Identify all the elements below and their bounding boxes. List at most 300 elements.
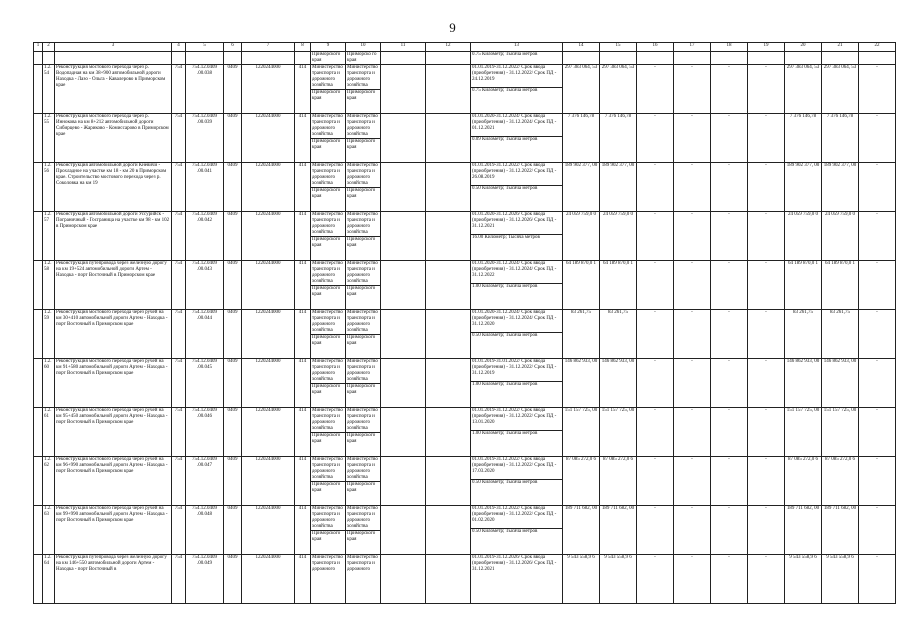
table-row xyxy=(34,310,896,359)
capacity-text: 16.00 Километр; Тысяча метров xyxy=(471,234,562,241)
ministry-line: Приморского края xyxy=(312,531,341,542)
empty-cell xyxy=(34,310,43,359)
agency-line: Приморского края xyxy=(347,531,376,542)
budget-code: 754.12.0409 .00.049 xyxy=(186,555,224,604)
dash-cell: - xyxy=(674,163,711,212)
csr-code: 1220244000 xyxy=(242,261,295,310)
ministry-line: Министерство транспорта и дорожного хозяйства xyxy=(311,114,345,139)
table-row xyxy=(34,408,896,457)
dash-cell: - xyxy=(711,555,748,604)
ministry-cell xyxy=(311,359,346,408)
dash-cell: - xyxy=(748,163,785,212)
csr-code: 1220244000 xyxy=(242,457,295,506)
term-cell xyxy=(471,310,563,359)
term-cell xyxy=(471,408,563,457)
capacity-text: 0.50 Километр; Тысяча метров xyxy=(471,528,562,535)
term-cell xyxy=(471,163,563,212)
agency-line: Министерство транспорта и дорожного хозяйства xyxy=(346,457,380,482)
amount-regional: 87 085 272,0 6 xyxy=(600,457,637,506)
ministry-cell xyxy=(311,555,346,604)
empty-cell xyxy=(426,65,471,114)
dash-cell: - xyxy=(748,261,785,310)
agency-line: Приморского края xyxy=(347,482,376,493)
dash-cell: - xyxy=(711,212,748,261)
term-cell xyxy=(471,261,563,310)
agency-line: Министерство транспорта и дорожного хозяйства xyxy=(346,506,380,531)
row-number: 1.2.55 xyxy=(43,114,55,163)
amount-regional: 146 862 933, 00 xyxy=(600,359,637,408)
agency-line: Министерство транспорта и дорожного хозяйства xyxy=(346,114,380,139)
empty-cell xyxy=(381,163,426,212)
csr-code: 1220244000 xyxy=(242,408,295,457)
ministry-line: Приморского края xyxy=(312,139,341,150)
term-cell xyxy=(471,506,563,555)
dash-cell: - xyxy=(711,408,748,457)
agency-cell xyxy=(346,212,381,261)
empty-cell xyxy=(34,506,43,555)
amount-total: 146 862 933, 00 xyxy=(563,359,600,408)
table-row xyxy=(34,359,896,408)
agency-cell xyxy=(346,261,381,310)
agency-cell xyxy=(346,555,381,604)
dash-cell: - xyxy=(637,114,674,163)
budget-code: 754.12.0409 .00.043 xyxy=(186,261,224,310)
term-text: 01.01.2020-31.12.2024/ Срок ввода (приобретения) - 31.12.2024/ Срок ПД - 31.12.2022 xyxy=(472,261,557,278)
column-number: 10 xyxy=(346,43,381,52)
ministry-cell xyxy=(311,65,346,114)
section-code: 0409 xyxy=(224,261,242,310)
ministry-cell xyxy=(311,163,346,212)
table-row xyxy=(34,163,896,212)
vr-code: 414 xyxy=(295,506,311,555)
amount-year-regional: 189 902 377, 00 xyxy=(822,163,859,212)
dash-cell: - xyxy=(637,506,674,555)
amount-year-regional: 297 383 064, 53 xyxy=(822,65,859,114)
csr-code: 1220244000 xyxy=(242,65,295,114)
term-text: 01.01.2019-31.12.2022/ Срок ввода (приобретения) - 31.12.2022/ Срок ПД - 13.01.2020 xyxy=(472,408,557,425)
amount-year-total: 297 383 064, 53 xyxy=(785,65,822,114)
section-code: 0409 xyxy=(224,212,242,261)
column-number-row xyxy=(34,43,896,52)
section-code: 0409 xyxy=(224,506,242,555)
column-number: 17 xyxy=(674,43,711,52)
amount-total: 9 543 558,9 6 xyxy=(563,555,600,604)
dash-cell: - xyxy=(748,359,785,408)
dash-cell: - xyxy=(674,408,711,457)
term-cell xyxy=(471,555,563,604)
dash-cell: - xyxy=(711,457,748,506)
dash-cell: - xyxy=(674,114,711,163)
term-text: 01.01.2019-31.12.2022/ Срок ввода (приобретения) - 31.12.2022/ Срок ПД - 17.03.2020 xyxy=(472,457,557,474)
table-row xyxy=(34,114,896,163)
section-code: 0409 xyxy=(224,457,242,506)
table-row-continuation xyxy=(34,52,896,65)
ministry-line: Министерство транспорта и дорожного хозяйства xyxy=(311,457,345,482)
amount-regional: 189 711 682, 00 xyxy=(600,506,637,555)
agency-line: Министерство транспорта и дорожного хозяйства xyxy=(346,212,380,237)
grbs-code: 754 xyxy=(172,555,186,604)
amount-year-regional: 151 157 725, 00 xyxy=(822,408,859,457)
dash-cell: - xyxy=(859,65,896,114)
vr-code: 414 xyxy=(295,359,311,408)
row-number: 1.2.60 xyxy=(43,359,55,408)
empty-cell xyxy=(34,261,43,310)
amount-year-regional: 83 261,75 xyxy=(822,310,859,359)
capacity-text: 1.00 Километр; Тысяча метров xyxy=(471,283,562,290)
grbs-code: 754 xyxy=(172,212,186,261)
ministry-line: Приморского края xyxy=(312,433,341,444)
agency-cell xyxy=(346,408,381,457)
term-text: 01.01.2019-31.01.2022/ Срок ввода (приобретения) - 31.12.2022/ Срок ПД - 31.12.2019 xyxy=(472,359,557,376)
section-code: 0409 xyxy=(224,408,242,457)
column-number: 4 xyxy=(172,43,186,52)
vr-code: 414 xyxy=(295,261,311,310)
column-number: 12 xyxy=(426,43,471,52)
agency-cell: Приморско го края xyxy=(346,52,381,65)
amount-year-regional: 7 376 146,78 xyxy=(822,114,859,163)
object-name: Реконструкция мостового перехода через ручей на км 95+450 автомобильной дороги Артем - Находка - порт Восточный в Приморском крае xyxy=(55,408,172,457)
term-cell xyxy=(471,65,563,114)
amount-year-regional: 9 543 558,9 6 xyxy=(822,555,859,604)
ministry-line: Министерство транспорта и дорожного хозяйства xyxy=(311,212,345,237)
agency-line: Министерство транспорта и дорожного хозяйства xyxy=(346,65,380,90)
row-number: 1.2.61 xyxy=(43,408,55,457)
amount-year-regional: 189 711 682, 00 xyxy=(822,506,859,555)
dash-cell: - xyxy=(711,310,748,359)
capacity-text: 0.50 Километр; Тысяча метров xyxy=(471,185,562,192)
column-number: 22 xyxy=(859,43,896,52)
csr-code: 1220244000 xyxy=(242,555,295,604)
column-number: 1 xyxy=(34,43,43,52)
amount-regional: 64 189 870,0 1 xyxy=(600,261,637,310)
empty-cell xyxy=(381,114,426,163)
agency-line: Министерство транспорта и дорожного хозяйства xyxy=(346,310,380,335)
empty-cell xyxy=(426,212,471,261)
amount-year-total: 146 862 933, 00 xyxy=(785,359,822,408)
budget-code: 754.12.0409 .00.038 xyxy=(186,65,224,114)
dash-cell: - xyxy=(637,261,674,310)
amount-year-total: 64 189 870,0 1 xyxy=(785,261,822,310)
amount-year-total: 87 085 272,0 6 xyxy=(785,457,822,506)
amount-total: 297 383 064, 53 xyxy=(563,65,600,114)
dash-cell: - xyxy=(711,114,748,163)
ministry-line: Министерство транспорта и дорожного хозяйства xyxy=(311,408,345,433)
empty-cell xyxy=(381,457,426,506)
term-cell xyxy=(471,359,563,408)
budget-code: 754.12.0409 .00.039 xyxy=(186,114,224,163)
term-text: 01.01.2019-31.12.2022/ Срок ввода (приобретения) - 31.12.2022/ Срок ПД - 26.08.2019 xyxy=(472,163,557,180)
vr-code: 414 xyxy=(295,457,311,506)
capacity-text: 0.75 Километр; Тысяча метров xyxy=(471,87,562,94)
amount-year-total: 9 543 558,9 6 xyxy=(785,555,822,604)
agency-line: Приморского края xyxy=(347,433,376,444)
dash-cell: - xyxy=(748,506,785,555)
amount-total: 64 189 870,0 1 xyxy=(563,261,600,310)
agency-line: Приморского края xyxy=(347,90,376,101)
investment-table xyxy=(33,42,896,604)
object-name: Реконструкция автомобильной дороги Уссурийск - Пограничный - Госграница на участке км 98 - км 102 в Приморском крае xyxy=(55,212,172,261)
ministry-cell xyxy=(311,408,346,457)
amount-year-regional: 64 189 870,0 1 xyxy=(822,261,859,310)
empty-cell xyxy=(426,457,471,506)
capacity-text: 0.09 Километр; Тысяча метров xyxy=(471,136,562,143)
dash-cell: - xyxy=(859,359,896,408)
amount-regional: 7 376 146,78 xyxy=(600,114,637,163)
row-number: 1.2.54 xyxy=(43,65,55,114)
amount-year-regional: 87 085 272,0 6 xyxy=(822,457,859,506)
section-code: 0409 xyxy=(224,65,242,114)
column-number: 19 xyxy=(748,43,785,52)
dash-cell: - xyxy=(859,555,896,604)
amount-year-total: 189 711 682, 00 xyxy=(785,506,822,555)
empty-cell xyxy=(426,506,471,555)
column-number: 3 xyxy=(55,43,172,52)
dash-cell: - xyxy=(748,212,785,261)
object-name: Реконструкция мостового перехода через р. Водопадная на км 38+900 автомобильной дороги Находка - Лазо - Ольга - Кавалерово в Приморском крае xyxy=(55,65,172,114)
agency-line: Министерство транспорта и дорожного хозяйства xyxy=(346,261,380,286)
table-row xyxy=(34,261,896,310)
term-cell xyxy=(471,114,563,163)
capacity-text: 0.50 Километр; Тысяча метров xyxy=(471,332,562,339)
ministry-line: Приморского края xyxy=(312,384,341,395)
amount-year-regional: 146 862 933, 00 xyxy=(822,359,859,408)
object-name: Реконструкция путепровода через железную дорогу на км 19+524 автомобильной дороги Артем - Находка - порт Восточный в Приморском крае xyxy=(55,261,172,310)
ministry-cell xyxy=(311,310,346,359)
dash-cell: - xyxy=(859,114,896,163)
empty-cell xyxy=(34,65,43,114)
agency-cell xyxy=(346,310,381,359)
grbs-code: 754 xyxy=(172,163,186,212)
agency-line: Министерство транспорта и дорожного хозяйства xyxy=(346,359,380,384)
dash-cell: - xyxy=(711,506,748,555)
dash-cell: - xyxy=(637,359,674,408)
agency-cell xyxy=(346,506,381,555)
grbs-code: 754 xyxy=(172,65,186,114)
section-code: 0409 xyxy=(224,359,242,408)
csr-code: 1220244000 xyxy=(242,506,295,555)
table-row xyxy=(34,506,896,555)
csr-code: 1220244000 xyxy=(242,163,295,212)
dash-cell: - xyxy=(637,555,674,604)
empty-cell xyxy=(34,114,43,163)
column-number: 15 xyxy=(600,43,637,52)
ministry-line: Приморского края xyxy=(312,335,341,346)
empty-cell xyxy=(34,163,43,212)
budget-code: 754.12.0409 .00.047 xyxy=(186,457,224,506)
agency-cell xyxy=(346,114,381,163)
row-number: 1.2.62 xyxy=(43,457,55,506)
amount-regional: 9 543 558,9 6 xyxy=(600,555,637,604)
dash-cell: - xyxy=(748,114,785,163)
ministry-line: Приморского края xyxy=(312,188,341,199)
empty-cell xyxy=(381,555,426,604)
grbs-code: 754 xyxy=(172,261,186,310)
dash-cell: - xyxy=(637,408,674,457)
ministry-line: Приморского края xyxy=(312,90,341,101)
object-name: Реконструкция автомобильной дороги Кневичи - Прохладное на участке км 18 - км 20 в Приморском крае. Строительство мостового перехода через р. Соколовка на км 19 xyxy=(55,163,172,212)
dash-cell: - xyxy=(748,310,785,359)
empty-cell xyxy=(34,212,43,261)
empty-cell xyxy=(381,408,426,457)
capacity-text: 1.00 Километр; Тысяча метров xyxy=(471,430,562,437)
row-number: 1.2.57 xyxy=(43,212,55,261)
amount-total: 151 157 725, 00 xyxy=(563,408,600,457)
amount-year-regional: 24 059 759,0 0 xyxy=(822,212,859,261)
table-row xyxy=(34,555,896,604)
object-name: Реконструкция путепровода через железную дорогу на км 146+550 автомобильной дороги Артем - Находка - порт Восточный в xyxy=(55,555,172,604)
dash-cell: - xyxy=(711,359,748,408)
amount-total: 24 059 759,0 0 xyxy=(563,212,600,261)
vr-code: 414 xyxy=(295,163,311,212)
ministry-line: Приморского края xyxy=(312,482,341,493)
empty-cell xyxy=(381,261,426,310)
term-text: 01.01.2019-31.12.2026/ Срок ввода (приобретения) - 31.12.2026/ Срок ПД - 31.12.2021 xyxy=(472,555,557,572)
dash-cell: - xyxy=(859,261,896,310)
dash-cell: - xyxy=(674,310,711,359)
agency-line: Приморского края xyxy=(347,286,376,297)
empty-cell xyxy=(34,408,43,457)
object-name: Реконструкция мостового перехода через р. Иннокова на км 8+212 автомобильной дороги Сибирцево - Жариково - Комиссарово в Приморском крае xyxy=(55,114,172,163)
column-number: 8 xyxy=(295,43,311,52)
dash-cell: - xyxy=(859,163,896,212)
amount-total: 87 085 272,0 6 xyxy=(563,457,600,506)
ministry-cell: Приморского края xyxy=(311,52,346,65)
budget-code: 754.12.0409 .00.042 xyxy=(186,212,224,261)
agency-line: Министерство транспорта и дорожного хозяйства xyxy=(346,163,380,188)
budget-code: 754.12.0409 .00.046 xyxy=(186,408,224,457)
term-text: 01.01.2020-31.12.2026/ Срок ввода (приобретения) - 31.12.2026/ Срок ПД - 31.12.2021 xyxy=(472,212,557,229)
empty-cell xyxy=(426,261,471,310)
row-number: 1.2.58 xyxy=(43,261,55,310)
budget-code: 754.12.0409 .00.048 xyxy=(186,506,224,555)
term-text: 01.01.2020-31.12.2024/ Срок ввода (приобретения) - 31.12.2024/ Срок ПД - 31.12.2020 xyxy=(472,310,557,327)
column-number: 11 xyxy=(381,43,426,52)
empty-cell xyxy=(34,555,43,604)
ministry-line: Министерство транспорта и дорожного хозяйства xyxy=(311,506,345,531)
grbs-code: 754 xyxy=(172,310,186,359)
empty-cell xyxy=(34,359,43,408)
csr-code: 1220244000 xyxy=(242,310,295,359)
object-name: Реконструкция мостового перехода через ручей на км 91+580 автомобильной дороги Артем - Находка - порт Восточный в Приморском крае xyxy=(55,359,172,408)
amount-regional: 297 383 064, 53 xyxy=(600,65,637,114)
row-number: 1.2.56 xyxy=(43,163,55,212)
csr-code: 1220244000 xyxy=(242,359,295,408)
term-text: 01.01.2019-31.12.2022/ Срок ввода (приобретения) - 31.12.2022/ Срок ПД - 24.12.2019 xyxy=(472,65,557,82)
agency-line: Министерство транспорта и дорожного хозяйства xyxy=(346,408,380,433)
agency-cell xyxy=(346,65,381,114)
budget-code: 754.12.0409 .00.044 xyxy=(186,310,224,359)
ministry-line: Министерство транспорта и дорожного хозяйства xyxy=(311,310,345,335)
agency-line: Приморского края xyxy=(347,188,376,199)
dash-cell: - xyxy=(748,555,785,604)
column-number: 18 xyxy=(711,43,748,52)
dash-cell: - xyxy=(637,163,674,212)
dash-cell: - xyxy=(748,457,785,506)
ministry-cell xyxy=(311,212,346,261)
dash-cell: - xyxy=(637,457,674,506)
agency-line: Приморского края xyxy=(347,335,376,346)
amount-total: 83 261,75 xyxy=(563,310,600,359)
dash-cell: - xyxy=(674,506,711,555)
budget-code: 754.12.0409 .00.041 xyxy=(186,163,224,212)
section-code: 0409 xyxy=(224,163,242,212)
dash-cell: - xyxy=(674,212,711,261)
empty-cell xyxy=(34,457,43,506)
amount-year-total: 83 261,75 xyxy=(785,310,822,359)
vr-code: 414 xyxy=(295,310,311,359)
amount-regional: 151 157 725, 00 xyxy=(600,408,637,457)
column-number: 6 xyxy=(224,43,242,52)
dash-cell: - xyxy=(859,212,896,261)
csr-code: 1220244000 xyxy=(242,114,295,163)
dash-cell: - xyxy=(711,163,748,212)
term-text: 01.01.2020-31.12.2024/ Срок ввода (приобретения) - 31.12.2024/ Срок ПД - 01.12.2021 xyxy=(472,114,557,131)
amount-year-total: 7 376 146,78 xyxy=(785,114,822,163)
empty-cell xyxy=(381,506,426,555)
dash-cell: - xyxy=(637,212,674,261)
table-row xyxy=(34,65,896,114)
column-number: 5 xyxy=(186,43,224,52)
dash-cell: - xyxy=(674,65,711,114)
ministry-line: Приморского края xyxy=(312,286,341,297)
dash-cell: - xyxy=(674,261,711,310)
amount-total: 7 376 146,78 xyxy=(563,114,600,163)
term-cell: 0.75 Километр; Тысяча метров xyxy=(471,52,563,65)
ministry-line: Министерство транспорта и дорожного xyxy=(312,555,343,572)
dash-cell: - xyxy=(748,65,785,114)
grbs-code: 754 xyxy=(172,359,186,408)
csr-code: 1220244000 xyxy=(242,212,295,261)
amount-total: 189 902 377, 00 xyxy=(563,163,600,212)
object-name: Реконструкция мостового перехода через ручей на км 30+410 автомобильной дороги Артем - Находка - порт Восточный в Приморском крае xyxy=(55,310,172,359)
empty-cell xyxy=(381,65,426,114)
dash-cell: - xyxy=(674,359,711,408)
budget-code: 754.12.0409 .00.045 xyxy=(186,359,224,408)
vr-code: 414 xyxy=(295,408,311,457)
column-number: 9 xyxy=(311,43,346,52)
grbs-code: 754 xyxy=(172,506,186,555)
table-row xyxy=(34,457,896,506)
column-number: 21 xyxy=(822,43,859,52)
row-number: 1.2.64 xyxy=(43,555,55,604)
term-text: 01.01.2019-31.12.2022/ Срок ввода (приобретения) - 31.12.2022/ Срок ПД - 01.02.2020 xyxy=(472,506,557,523)
vr-code: 414 xyxy=(295,114,311,163)
empty-cell xyxy=(426,310,471,359)
term-cell xyxy=(471,457,563,506)
amount-regional: 24 059 759,0 0 xyxy=(600,212,637,261)
section-code: 0409 xyxy=(224,114,242,163)
empty-cell xyxy=(426,408,471,457)
empty-cell xyxy=(426,359,471,408)
dash-cell: - xyxy=(674,555,711,604)
dash-cell: - xyxy=(711,65,748,114)
agency-line: Приморского края xyxy=(347,139,376,150)
column-number: 14 xyxy=(563,43,600,52)
amount-year-total: 24 059 759,0 0 xyxy=(785,212,822,261)
ministry-cell xyxy=(311,261,346,310)
ministry-cell xyxy=(311,506,346,555)
dash-cell: - xyxy=(859,506,896,555)
agency-line: Министерство транспорта и дорожного xyxy=(347,555,378,572)
vr-code: 414 xyxy=(295,65,311,114)
vr-code: 414 xyxy=(295,212,311,261)
empty-cell xyxy=(381,359,426,408)
amount-year-total: 151 157 725, 00 xyxy=(785,408,822,457)
table-row xyxy=(34,212,896,261)
column-number: 16 xyxy=(637,43,674,52)
amount-regional: 189 902 377, 00 xyxy=(600,163,637,212)
grbs-code: 754 xyxy=(172,457,186,506)
